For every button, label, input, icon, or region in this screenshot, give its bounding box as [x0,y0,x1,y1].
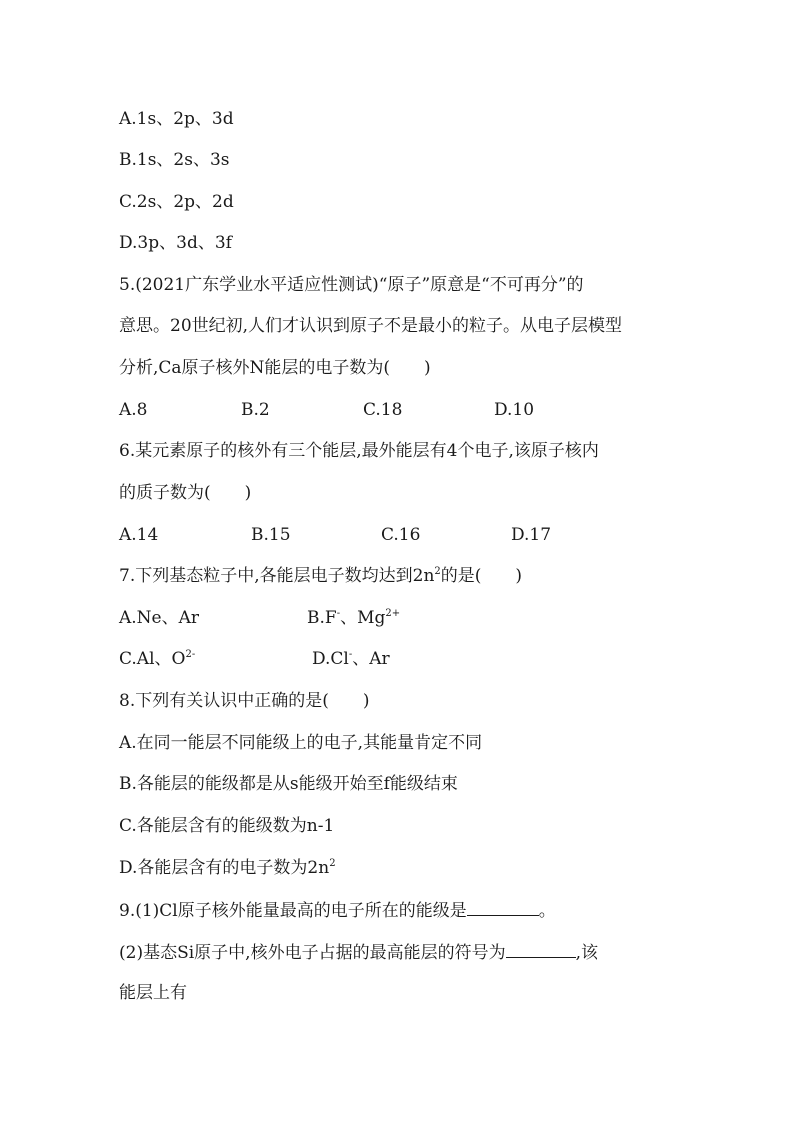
q6-option-d: D.17 [511,525,552,545]
q8-option-c: C.各能层含有的能级数为n-1 [119,816,335,836]
q9-part-1-answer-blank[interactable] [467,897,539,916]
q7-options-row-2 [119,647,519,671]
q9-part-1 [119,897,556,923]
q8-option-b: B.各能层的能级都是从s能级开始至f能级结束 [119,774,458,794]
q7-option-a: A.Ne、Ar [119,608,200,628]
q6-stem-line-1: 6.某元素原子的核外有三个能层,最外能层有4个电子,该原子核内 [119,441,599,461]
q4-option-b: B.1s、2s、3s [119,150,230,170]
q9-part-2-line-2: 能层上有 [119,983,187,1003]
q8-option-d [119,856,336,880]
q5-stem-line-2: 意思。20世纪初,人们才认识到原子不是最小的粒子。从电子层模型 [119,316,623,336]
q7-option-b-charge-1: - [336,608,341,619]
q5-option-c: C.18 [363,400,403,420]
q4-option-c: C.2s、2p、2d [119,192,234,212]
q7-option-c [119,647,195,671]
q7-stem-text: 7.下列基态粒子中,各能层电子数均达到2n [119,566,435,586]
q9-part-2-text-end: ,该 [575,943,598,963]
q6-option-a: A.14 [119,525,159,545]
q6-option-c: C.16 [381,525,421,545]
q7-option-b-text: B.F [307,608,337,628]
q5-options [119,398,679,422]
q8-option-d-text: D.各能层含有的电子数为2n [119,858,330,878]
q7-option-b-text-2: 、Mg [340,608,386,628]
q4-option-a: A.1s、2p、3d [119,109,234,129]
q5-stem-line-1: 5.(2021广东学业水平适应性测试)“原子”原意是“不可再分”的 [119,275,584,295]
q9-part-2-answer-blank[interactable] [506,939,576,958]
q7-option-d-text-2: 、Ar [352,649,390,669]
q9-part-2-line-1 [119,939,598,965]
q6-stem-line-2: 的质子数为( ) [119,483,252,503]
q7-option-d-charge: - [348,649,353,660]
q6-option-b: B.15 [251,525,291,545]
q5-stem-line-3: 分析,Ca原子核外N能层的电子数为( ) [119,358,431,378]
q4-option-d: D.3p、3d、3f [119,233,232,253]
q9-part-2-text: (2)基态Si原子中,核外电子占据的最高能层的符号为 [119,943,506,963]
q9-part-1-text-end: 。 [538,901,556,921]
q7-option-c-text: C.Al、O [119,649,186,669]
q5-option-b: B.2 [241,400,270,420]
q7-option-b-charge-2: 2+ [385,608,401,619]
q7-stem-superscript: 2 [434,566,441,577]
q7-stem [119,564,522,588]
q7-option-d-text: D.Cl [312,649,349,669]
q8-option-d-superscript: 2 [329,858,336,869]
q5-option-d: D.10 [494,400,535,420]
q7-option-c-charge: 2- [185,649,196,660]
q5-option-a: A.8 [119,400,148,420]
q9-part-1-text: 9.(1)Cl原子核外能量最高的电子所在的能级是 [119,901,467,921]
q6-options [119,523,679,547]
q7-options-row-1 [119,606,519,630]
q7-option-b [307,606,400,630]
q7-stem-text-end: 的是( ) [440,566,523,586]
q7-option-d [312,647,390,671]
q8-option-a: A.在同一能层不同能级上的电子,其能量肯定不同 [119,733,483,753]
q8-stem: 8.下列有关认识中正确的是( ) [119,691,370,711]
